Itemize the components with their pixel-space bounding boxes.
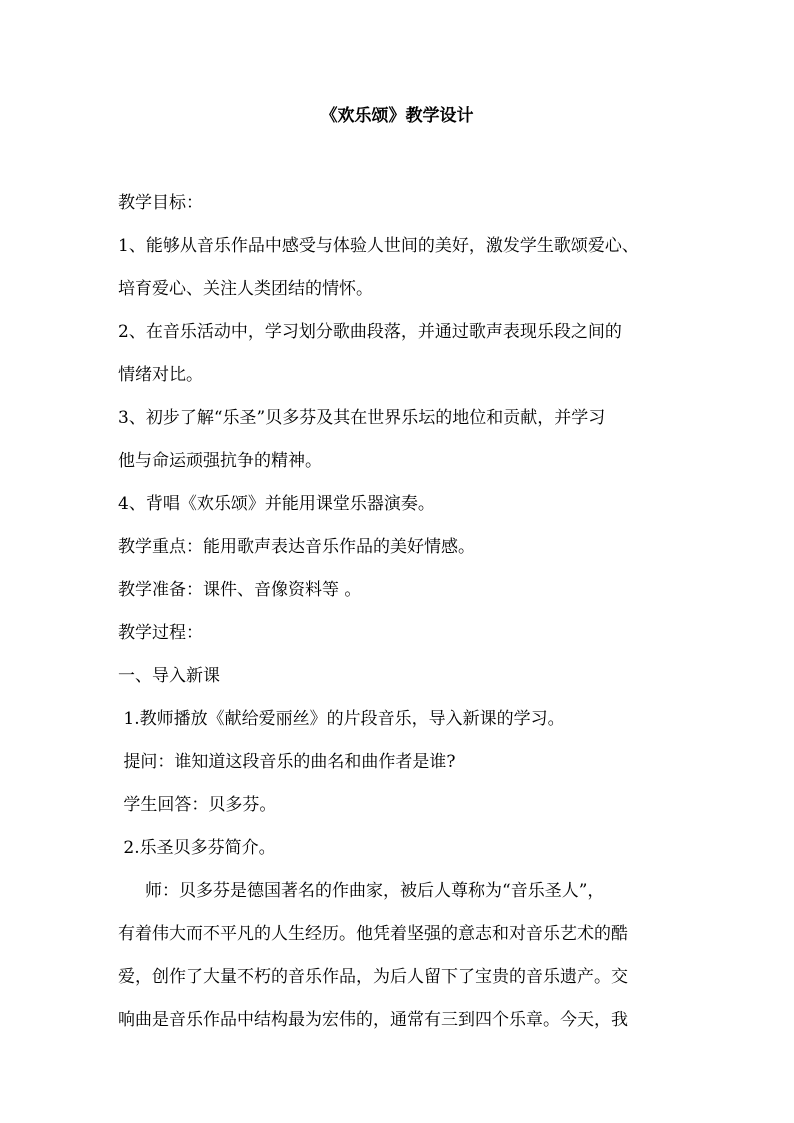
- document-title: 《欢乐颂》教学设计: [320, 106, 474, 126]
- subsection-heading: 一、导入新课: [118, 666, 220, 686]
- text-line: 1.教师播放《献给爱丽丝》的片段音乐，导入新课的学习。: [118, 709, 565, 729]
- text-line: 响曲是音乐作品中结构最为宏伟的，通常有三到四个乐章。今天，我: [118, 1010, 628, 1030]
- text-line: 3、初步了解“乐圣”贝多芬及其在世界乐坛的地位和贡献，并学习: [118, 408, 606, 428]
- text-line: 师：贝多芬是德国著名的作曲家，被后人尊称为“音乐圣人”，: [118, 881, 605, 901]
- text-line: 爱，创作了大量不朽的音乐作品，为后人留下了宝贵的音乐遗产。交: [118, 967, 628, 987]
- text-line: 4、背唱《欢乐颂》并能用课堂乐器演奏。: [118, 494, 435, 514]
- section-heading-key-points: 教学重点：能用歌声表达音乐作品的美好情感。: [118, 537, 475, 557]
- text-line: 1、能够从音乐作品中感受与体验人世间的美好，激发学生歌颂爱心、: [118, 236, 639, 256]
- section-heading-objectives: 教学目标：: [118, 193, 203, 213]
- text-line: 培育爱心、关注人类团结的情怀。: [118, 279, 373, 299]
- text-line: 情绪对比。: [118, 365, 203, 385]
- section-heading-process: 教学过程：: [118, 623, 203, 643]
- text-line: 2、在音乐活动中，学习划分歌曲段落，并通过歌声表现乐段之间的: [118, 322, 622, 342]
- text-line: 提问：谁知道这段音乐的曲名和曲作者是谁?: [118, 752, 456, 772]
- text-line: 他与命运顽强抗争的精神。: [118, 451, 322, 471]
- text-line: 学生回答：贝多芬。: [118, 795, 277, 815]
- section-heading-preparation: 教学准备：课件、音像资料等 。: [118, 580, 362, 600]
- text-line: 有着伟大而不平凡的人生经历。他凭着坚强的意志和对音乐艺术的酷: [118, 924, 628, 944]
- text-line: 2.乐圣贝多芬简介。: [118, 838, 276, 858]
